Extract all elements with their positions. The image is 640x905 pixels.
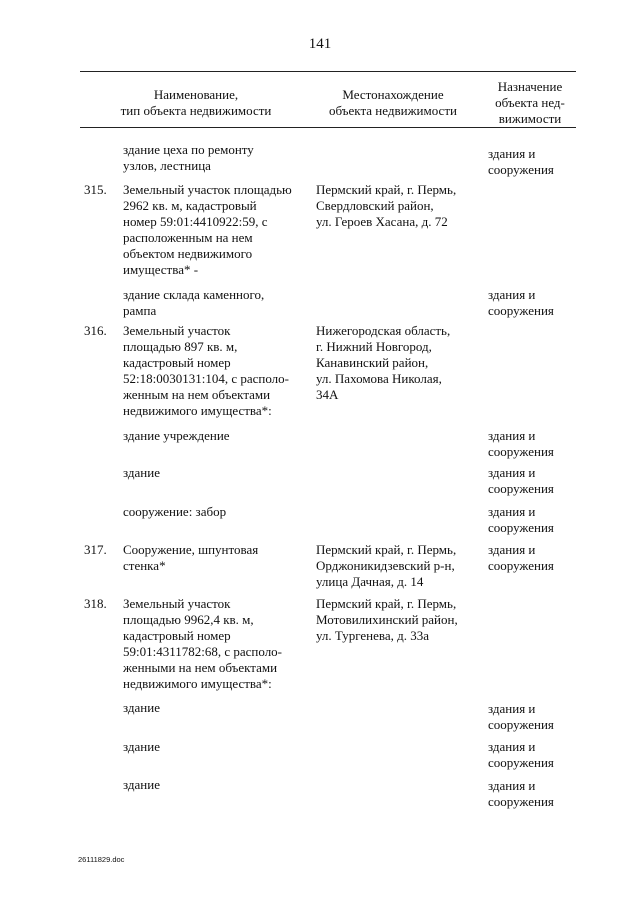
row-3-location: Нижегородская область, г. Нижний Новгород, Канавинский район, ул. Пахомова Николая, 34А: [316, 323, 451, 402]
row-8-location: Пермский край, г. Пермь, Мотовилихинский район, ул. Тургенева, д. 33а: [316, 596, 458, 643]
row-3-number: 316.: [84, 323, 107, 338]
row-7-purpose: здания и сооружения: [488, 542, 554, 573]
header-top-rule: [80, 71, 576, 72]
row-1-number: 315.: [84, 182, 107, 197]
row-5-purpose: здания и сооружения: [488, 465, 554, 496]
row-7-number: 317.: [84, 542, 107, 557]
header-bottom-rule: [80, 127, 576, 128]
row-11-purpose: здания и сооружения: [488, 778, 554, 809]
row-0-name: здание цеха по ремонту узлов, лестница: [123, 142, 254, 173]
row-2-purpose: здания и сооружения: [488, 287, 554, 318]
row-3-name: Земельный участок площадью 897 кв. м, кадастровый номер 52:18:0030131:104, с располо- женным на нем объектами недвижимого имущества*:: [123, 323, 289, 418]
row-7-name: Сооружение, шпунтовая стенка*: [123, 542, 259, 573]
row-4-purpose: здания и сооружения: [488, 428, 554, 459]
row-1-name: Земельный участок площадью 2962 кв. м, кадастровый номер 59:01:4410922:59, с расположенным на нем объектом недвижимого имущества* -: [123, 182, 292, 277]
row-0-purpose: здания и сооружения: [488, 146, 554, 177]
header-col-purpose: Назначение объекта нед- вижимости: [495, 79, 565, 126]
header-col-location: Местонахождение объекта недвижимости: [329, 87, 457, 118]
row-6-name: сооружение: забор: [123, 504, 227, 519]
row-4-name: здание учреждение: [123, 428, 230, 443]
header-col-name: Наименование, тип объекта недвижимости: [120, 87, 272, 118]
row-8-number: 318.: [84, 596, 107, 611]
page-number: 141: [308, 36, 332, 52]
row-9-purpose: здания и сооружения: [488, 701, 554, 732]
row-10-purpose: здания и сооружения: [488, 739, 554, 770]
row-7-location: Пермский край, г. Пермь, Орджоникидзевский р-н, улица Дачная, д. 14: [316, 542, 457, 589]
row-5-name: здание: [123, 465, 160, 480]
row-11-name: здание: [123, 777, 160, 792]
row-1-location: Пермский край, г. Пермь, Свердловский район, ул. Героев Хасана, д. 72: [316, 182, 457, 229]
row-10-name: здание: [123, 739, 160, 754]
footer-filename: 26111829.doc: [78, 855, 125, 864]
row-9-name: здание: [123, 700, 160, 715]
row-6-purpose: здания и сооружения: [488, 504, 554, 535]
row-8-name: Земельный участок площадью 9962,4 кв. м, кадастровый номер 59:01:4311782:68, с располо- женными на нем объектами недвижимого имущества*:: [123, 596, 283, 691]
row-2-name: здание склада каменного, рампа: [123, 287, 265, 318]
